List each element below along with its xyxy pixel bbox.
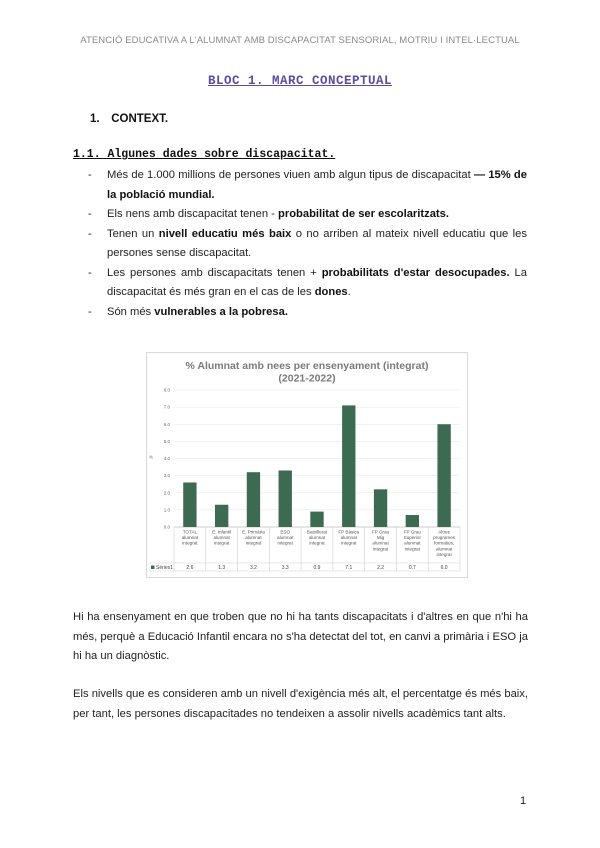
category-label: programes — [433, 535, 456, 541]
category-label: formatius, — [434, 540, 455, 546]
category-label: integrat — [309, 540, 325, 546]
category-label: alumnat — [277, 535, 294, 541]
category-label: alumnat — [435, 546, 453, 552]
bullet-text: La discapacitat és més gran en el cas de les — [107, 266, 527, 298]
legend-label: Sèries1 — [156, 565, 173, 571]
running-header: ATENCIÓ EDUCATIVA A L'ALUMNAT AMB DISCAPACITAT SENSORIAL, MOTRIU I INTEL·LECTUAL — [80, 35, 520, 46]
bullet-bold-text: vulnerables a la pobresa. — [154, 305, 288, 318]
bullet-bold-text: dones — [314, 286, 348, 298]
category-label: integrat — [436, 551, 452, 557]
bullet-text: Les persones amb discapacitats tenen + — [107, 266, 322, 279]
y-tick-label: 7.0 — [163, 404, 170, 410]
bullet-text: Els nens amb discapacitat tenen - — [107, 208, 279, 220]
chart-title: % Alumnat amb nees per ensenyament (integrat) — [185, 360, 429, 372]
y-tick-label: 1.0 — [163, 507, 170, 513]
category-label: integrat — [341, 540, 357, 546]
data-value-label: 0.7 — [408, 565, 416, 571]
bullet-text: Són més — [107, 305, 155, 318]
chart-bar — [279, 470, 292, 527]
paragraph-1: Hi ha ensenyament en que troben que no hi ha tants discapacitats i d'altres en que n'hi ha més, perquè a Educació Infantil encara no s'ha detectat del tot, en canvi a primària i ESO ja hi ha un diagnòstic. — [73, 611, 528, 662]
bullet-dash: - — [88, 266, 92, 279]
category-label: Altres — [438, 529, 450, 535]
bullet-list — [85, 166, 527, 322]
data-value-label: 6.0 — [440, 565, 448, 571]
bullet-item — [85, 264, 527, 303]
category-label: alumnat — [181, 535, 199, 541]
y-axis-label: % — [148, 454, 154, 460]
category-label: integrat — [277, 540, 293, 546]
data-value-label: 7.1 — [345, 565, 353, 571]
data-value-label: 1.3 — [218, 565, 226, 571]
data-value-label: 0.9 — [313, 565, 321, 571]
chart-bar — [215, 505, 228, 527]
category-label: integrat — [404, 546, 420, 552]
category-label: alumnat — [245, 535, 262, 541]
y-tick-label: 8.0 — [163, 387, 170, 393]
subsection-heading: 1.1. Algunes dades sobre discapacitat. — [73, 148, 336, 161]
bullet-dash: - — [88, 169, 92, 181]
bullet-item — [85, 225, 527, 264]
category-label: Mig — [376, 535, 385, 541]
data-value-label: 2.2 — [377, 565, 385, 571]
section-heading — [90, 113, 168, 125]
section-title: CONTEXT. — [111, 113, 169, 125]
bullet-text: Tenen un — [107, 227, 159, 240]
category-label: alumnat — [372, 540, 389, 546]
paragraph-2: Els nivells que es consideren amb un nivell d'exigència més alt, el percentatge és més baix, per tant, les persones discapacitades no tendeixen a assolir nivells acadèmics tant alts. — [73, 688, 528, 720]
bullet-item — [85, 166, 527, 205]
category-label: E. Infantil — [212, 529, 232, 535]
chart-bar — [374, 489, 387, 527]
category-label: ESO — [280, 529, 291, 535]
bullet-text: . — [347, 286, 351, 298]
category-label: alumnat — [340, 535, 357, 541]
chart-bar — [437, 424, 450, 527]
bullet-dash: - — [88, 227, 92, 240]
chart-bar — [310, 512, 323, 527]
category-label: FP Grau — [403, 529, 421, 535]
bullet-item — [85, 205, 527, 225]
bullet-item — [85, 303, 527, 323]
chart-subtitle: (2021-2022) — [278, 372, 336, 385]
category-label: Superior — [403, 535, 422, 541]
y-tick-label: 0.0 — [163, 524, 170, 530]
y-tick-label: 3.0 — [163, 473, 170, 479]
bullet-dash: - — [88, 305, 92, 318]
block-title: BLOC 1. MARC CONCEPTUAL — [207, 74, 393, 88]
data-value-label: 3.2 — [249, 565, 257, 571]
category-label: E. Primària — [242, 529, 265, 535]
page-number: 1 — [520, 795, 527, 807]
chart-bar — [183, 482, 196, 527]
category-label: Batxillerat — [306, 529, 328, 535]
y-tick-label: 6.0 — [163, 421, 170, 427]
category-label: integrat — [372, 546, 389, 552]
bullet-text: o no arriben al mateix nivell educatiu que les persones sense discapacitat. — [107, 227, 527, 259]
bullet-dash: - — [88, 208, 92, 220]
data-value-label: 2.6 — [186, 565, 194, 571]
chart-bar — [406, 515, 419, 527]
category-label: alumnat — [308, 535, 326, 541]
chart-figure — [146, 352, 468, 578]
y-tick-label: 4.0 — [163, 456, 170, 461]
y-tick-label: 5.0 — [163, 438, 170, 444]
chart-bar — [247, 472, 260, 527]
bar-chart — [146, 352, 468, 578]
data-value-label: 3.3 — [281, 565, 289, 571]
section-number: 1. — [90, 113, 100, 125]
bullet-bold-text: — 15% de la població mundial. — [107, 169, 527, 201]
bullet-bold-text: nivell educatiu més baix — [158, 227, 292, 240]
category-label: TOTAL — [182, 529, 198, 535]
category-label: integrat — [245, 540, 262, 546]
category-label: integrat — [182, 540, 198, 546]
category-label: alumnat — [404, 540, 421, 546]
chart-bar — [342, 405, 355, 527]
bullet-text: Més de 1.000 millions de persones viuen amb algun tipus de discapacitat — [107, 169, 474, 181]
legend-swatch — [151, 566, 155, 570]
category-label: FP Grau — [371, 529, 390, 535]
bullet-bold-text: probabilitats d'estar desocupades. — [321, 266, 510, 279]
category-label: integrat — [214, 540, 230, 546]
bullet-bold-text: probabilitat de ser escolaritzats. — [278, 208, 449, 220]
y-tick-label: 2.0 — [163, 490, 170, 496]
category-label: alumnat — [213, 535, 230, 541]
category-label: FP Bàsica — [338, 529, 360, 535]
